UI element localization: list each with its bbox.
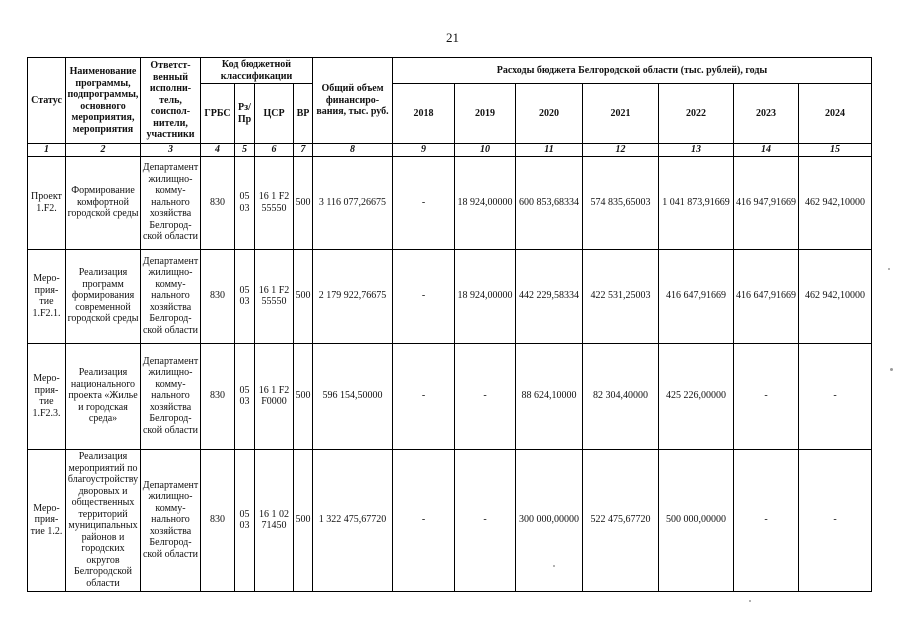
column-number: 13: [659, 144, 734, 157]
name-cell: Формирование комфортной городской среды: [66, 156, 141, 249]
scan-speck: [890, 368, 893, 371]
header-year-2023: 2023: [734, 84, 799, 144]
header-year-2020: 2020: [516, 84, 583, 144]
column-number: 11: [516, 144, 583, 157]
year-2022-cell: 500 000,00000: [659, 449, 734, 591]
vr-cell: 500: [294, 343, 313, 449]
total-cell: 2 179 922,76675: [313, 249, 393, 343]
grbs-cell: 830: [201, 156, 235, 249]
year-2021-cell: 522 475,67720: [583, 449, 659, 591]
rz-pr-cell: 05 03: [235, 156, 255, 249]
header-year-2021: 2021: [583, 84, 659, 144]
header-total: Общий объем финансиро- вания, тыс. руб.: [313, 58, 393, 144]
column-number: 5: [235, 144, 255, 157]
csr-cell: 16 1 F2 55550: [255, 249, 294, 343]
year-2023-cell: 416 947,91669: [734, 156, 799, 249]
header-responsible: Ответст- венный исполни- тель, соиспол- нители, участники: [141, 58, 201, 144]
year-2023-cell: 416 647,91669: [734, 249, 799, 343]
header-year-2022: 2022: [659, 84, 734, 144]
grbs-cell: 830: [201, 343, 235, 449]
column-number: 10: [455, 144, 516, 157]
year-2022-cell: 1 041 873,91669: [659, 156, 734, 249]
header-rz-pr: Рз/ Пр: [235, 84, 255, 144]
header-name: Наименование программы, подпрограммы, основного мероприятия, мероприятия: [66, 58, 141, 144]
column-number: 7: [294, 144, 313, 157]
header-year-2018: 2018: [393, 84, 455, 144]
header-expenses: Расходы бюджета Белгородской области (тыс. рублей), годы: [393, 58, 872, 84]
csr-cell: 16 1 F2 F0000: [255, 343, 294, 449]
year-2019-cell: -: [455, 343, 516, 449]
header-year-2024: 2024: [799, 84, 872, 144]
rz-pr-cell: 05 03: [235, 343, 255, 449]
column-number: 8: [313, 144, 393, 157]
responsible-cell: Департамент жилищно- комму- нального хозяйства Белгород- ской области: [141, 249, 201, 343]
name-cell: Реализация программ формирования современной городской среды: [66, 249, 141, 343]
year-2024-cell: -: [799, 449, 872, 591]
year-2018-cell: -: [393, 343, 455, 449]
total-cell: 596 154,50000: [313, 343, 393, 449]
status-cell: Меро- прия- тие 1.F2.3.: [28, 343, 66, 449]
year-2020-cell: 300 000,00000: [516, 449, 583, 591]
grbs-cell: 830: [201, 249, 235, 343]
year-2024-cell: 462 942,10000: [799, 156, 872, 249]
budget-table: [27, 57, 872, 592]
status-cell: Меро- прия- тие 1.2.: [28, 449, 66, 591]
scan-speck: [553, 565, 555, 567]
header-vr: ВР: [294, 84, 313, 144]
year-2021-cell: 574 835,65003: [583, 156, 659, 249]
year-2021-cell: 82 304,40000: [583, 343, 659, 449]
year-2018-cell: -: [393, 449, 455, 591]
status-cell: Проект 1.F2.: [28, 156, 66, 249]
grbs-cell: 830: [201, 449, 235, 591]
year-2021-cell: 422 531,25003: [583, 249, 659, 343]
name-cell: Реализация национального проекта «Жилье и городская среда»: [66, 343, 141, 449]
column-number-row: [28, 144, 872, 157]
scan-speck: [749, 600, 751, 602]
year-2020-cell: 600 853,68334: [516, 156, 583, 249]
year-2018-cell: -: [393, 156, 455, 249]
responsible-cell: Департамент жилищно- комму- нального хозяйства Белгород- ской области: [141, 343, 201, 449]
column-number: 2: [66, 144, 141, 157]
year-2024-cell: 462 942,10000: [799, 249, 872, 343]
column-number: 14: [734, 144, 799, 157]
year-2023-cell: -: [734, 343, 799, 449]
rz-pr-cell: 05 03: [235, 449, 255, 591]
header-year-2019: 2019: [455, 84, 516, 144]
csr-cell: 16 1 F2 55550: [255, 156, 294, 249]
status-cell: Меро- прия- тие 1.F2.1.: [28, 249, 66, 343]
total-cell: 1 322 475,67720: [313, 449, 393, 591]
table-row: [28, 343, 872, 449]
header-budget-code: Код бюджетной классификации: [201, 58, 313, 84]
responsible-cell: Департамент жилищно- комму- нального хозяйства Белгород- ской области: [141, 449, 201, 591]
total-cell: 3 116 077,26675: [313, 156, 393, 249]
column-number: 9: [393, 144, 455, 157]
header-row-1: [28, 58, 872, 84]
responsible-cell: Департамент жилищно- комму- нального хозяйства Белгород- ской области: [141, 156, 201, 249]
column-number: 6: [255, 144, 294, 157]
year-2022-cell: 425 226,00000: [659, 343, 734, 449]
name-cell: Реализация мероприятий по благоустройству дворовых и общественных территорий муниципальных районов и городских округов Белгородской области: [66, 449, 141, 591]
column-number: 15: [799, 144, 872, 157]
year-2023-cell: -: [734, 449, 799, 591]
year-2018-cell: -: [393, 249, 455, 343]
header-grbs: ГРБС: [201, 84, 235, 144]
table-row: [28, 249, 872, 343]
csr-cell: 16 1 02 71450: [255, 449, 294, 591]
year-2020-cell: 442 229,58334: [516, 249, 583, 343]
table-row: [28, 156, 872, 249]
header-status: Статус: [28, 58, 66, 144]
year-2022-cell: 416 647,91669: [659, 249, 734, 343]
column-number: 3: [141, 144, 201, 157]
vr-cell: 500: [294, 249, 313, 343]
column-number: 12: [583, 144, 659, 157]
year-2019-cell: 18 924,00000: [455, 156, 516, 249]
year-2019-cell: -: [455, 449, 516, 591]
column-number: 1: [28, 144, 66, 157]
year-2020-cell: 88 624,10000: [516, 343, 583, 449]
vr-cell: 500: [294, 156, 313, 249]
scan-speck: [888, 268, 890, 270]
table-row: [28, 449, 872, 591]
header-csr: ЦСР: [255, 84, 294, 144]
column-number: 4: [201, 144, 235, 157]
page-number: 21: [446, 30, 459, 45]
rz-pr-cell: 05 03: [235, 249, 255, 343]
year-2024-cell: -: [799, 343, 872, 449]
year-2019-cell: 18 924,00000: [455, 249, 516, 343]
vr-cell: 500: [294, 449, 313, 591]
